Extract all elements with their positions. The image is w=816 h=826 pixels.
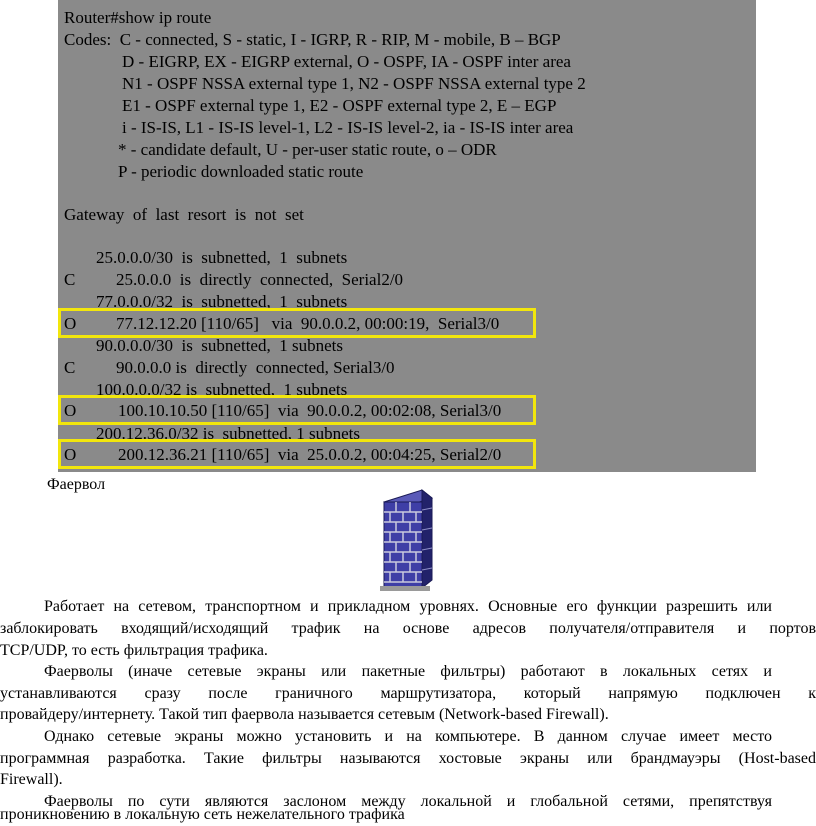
route-code: C [64, 270, 76, 289]
route-code: C [64, 358, 76, 377]
terminal-line: E1 - OSPF external type 1, E2 - OSPF external type 2, E – EGP [122, 96, 557, 115]
terminal-line: * - candidate default, U - per-user static route, o – ODR [118, 140, 497, 159]
firewall-icon [378, 488, 434, 597]
terminal-line: i - IS-IS, L1 - IS-IS level-1, L2 - IS-IS level-2, ia - IS-IS inter area [122, 118, 574, 137]
terminal-line: 77.12.12.20 [110/65] via 90.0.0.2, 00:00:19, Serial3/0 [116, 314, 500, 333]
highlight-box [58, 439, 536, 469]
route-code: O [64, 314, 77, 333]
paragraph-line: Фаерволы по сути являются заслоном между локальной и глобальной сетями, препятствуя [44, 793, 772, 810]
paragraph-line: заблокировать входящий/исходящий трафик на основе адресов получателя/отправителя и портов [0, 620, 816, 637]
terminal-line: D - EIGRP, EX - EIGRP external, O - OSPF, IA - OSPF inter area [122, 52, 571, 71]
terminal-line: 77.0.0.0/32 is subnetted, 1 subnets [96, 292, 348, 311]
route-code: O [64, 401, 77, 420]
terminal-line: 90.0.0.0 is directly connected, Serial3/0 [116, 358, 395, 377]
paragraph-line: провайдеру/интернету. Такой тип фаервола называется сетевым (Network-based Firewall). [0, 706, 609, 723]
terminal-line: 100.0.0.0/32 is subnetted, 1 subnets [96, 380, 348, 399]
terminal-line: Codes: C - connected, S - static, I - IGRP, R - RIP, M - mobile, B – BGP [64, 30, 561, 49]
terminal-line: 200.12.36.0/32 is subnetted, 1 subnets [96, 424, 360, 443]
figure-caption: Фаервол [47, 476, 106, 493]
paragraph-line: проникновению в локальную сеть нежелательного трафика [0, 806, 405, 823]
paragraph-line: программная разработка. Такие фильтры называются хостовые экраны или брандмауэры (Host-based [0, 750, 816, 767]
paragraph-line: устанавливаются сразу после граничного маршрутизатора, который напрямую подключен к [0, 685, 816, 702]
terminal-line: 25.0.0.0/30 is subnetted, 1 subnets [96, 248, 348, 267]
terminal-line: N1 - OSPF NSSA external type 1, N2 - OSPF NSSA external type 2 [122, 74, 586, 93]
paragraph-line: Работает на сетевом, транспортном и прикладном уровнях. Основные его функции разрешить или [44, 598, 772, 615]
terminal-line: Router#show ip route [64, 8, 212, 27]
terminal-line: 100.10.10.50 [110/65] via 90.0.0.2, 00:02:08, Serial3/0 [118, 401, 502, 420]
terminal-line: 25.0.0.0 is directly connected, Serial2/0 [116, 270, 404, 289]
highlight-box [58, 395, 536, 425]
highlight-box [58, 308, 536, 338]
terminal-line: 200.12.36.21 [110/65] via 25.0.0.2, 00:04:25, Serial2/0 [118, 445, 502, 464]
terminal-line: 90.0.0.0/30 is subnetted, 1 subnets [96, 336, 343, 355]
paragraph-line: Фаерволы (иначе сетевые экраны или пакетные фильтры) работают в локальных сетях и [44, 663, 772, 680]
paragraph-line: Firewall). [0, 771, 63, 788]
terminal-line: Gateway of last resort is not set [64, 205, 304, 224]
router-output-screenshot [58, 0, 756, 472]
route-code: O [64, 445, 77, 464]
paragraph-line: TCP/UDP, то есть фильтрация трафика. [0, 642, 268, 659]
paragraph-line: Однако сетевые экраны можно установить и на компьютере. В данном случае имеет место [44, 728, 772, 745]
terminal-line: P - periodic downloaded static route [118, 162, 364, 181]
